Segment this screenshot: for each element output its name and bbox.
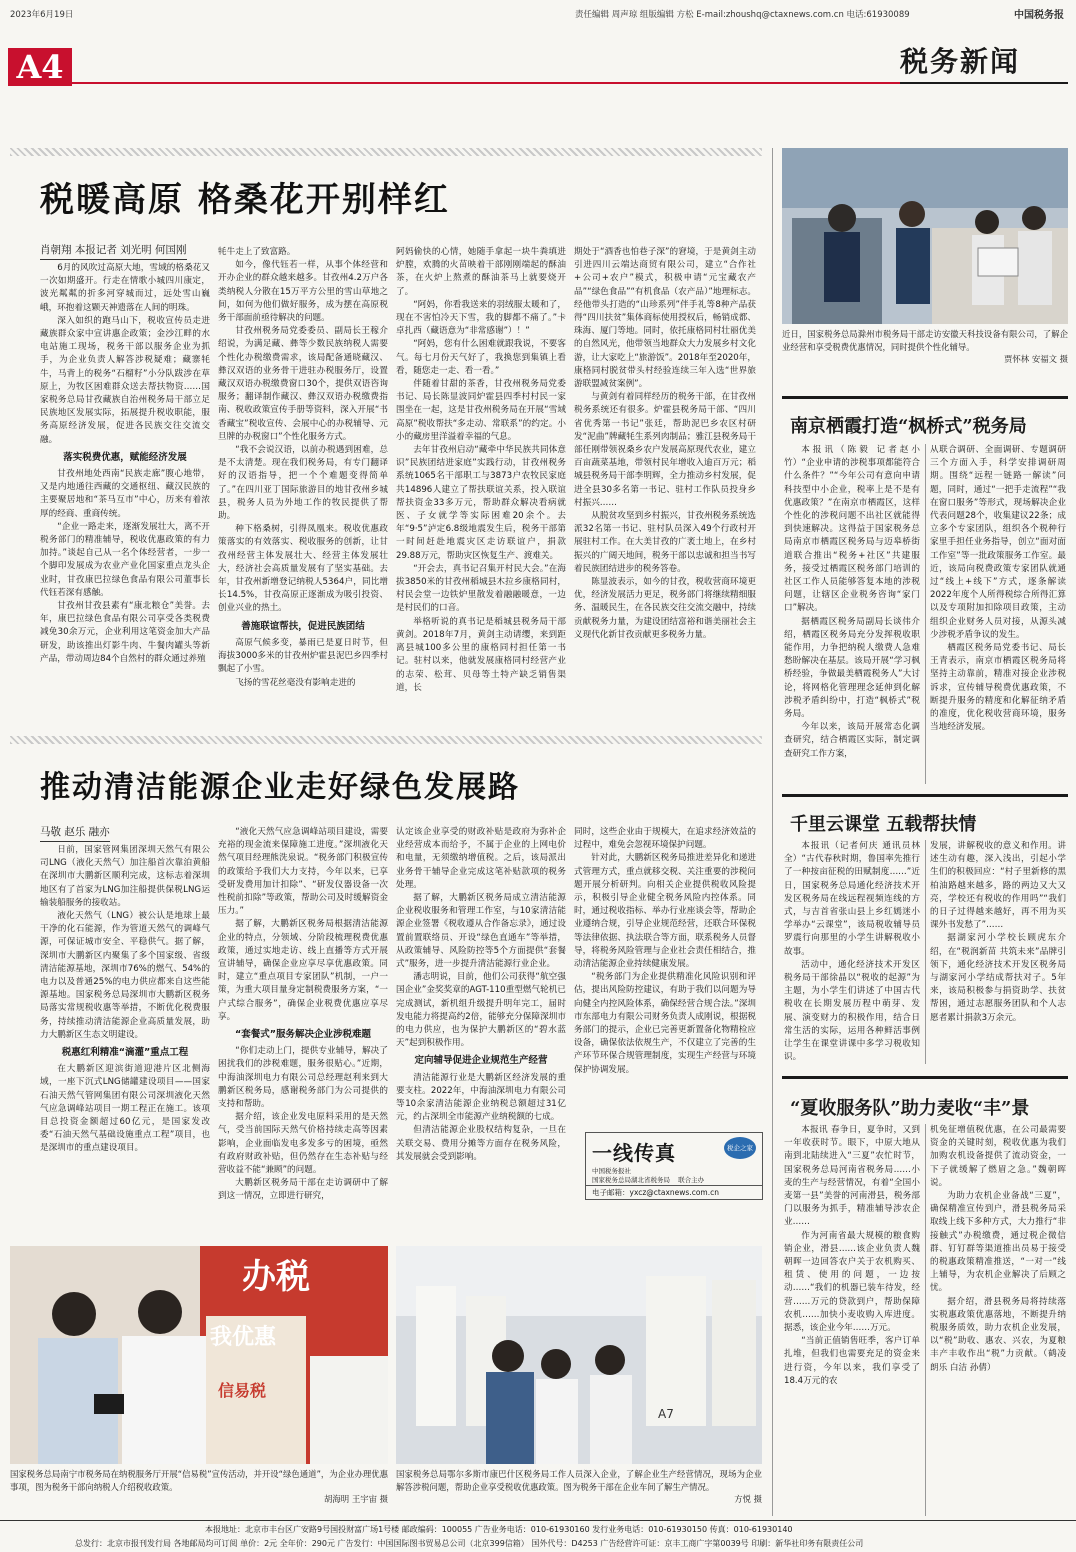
footer-line-1: 本报地址：北京市丰台区广安路9号国投财富广场1号楼 邮政编码：100055 广告业务电话：010-61930160 发行业务电话：010-61930150 传真：010-61930140 — [205, 1525, 793, 1534]
masthead-line — [10, 6, 1066, 22]
column-rule — [772, 148, 773, 1516]
article1-column-3: 阿妈偷快的心情，她随手拿起一块牛粪填进炉膛，欢腾的火苗映着干部刚刚端起的酥油茶，在火炉上熬煮的酥油茶马上就要烧开了。 “阿妈，你看我送来的羽绒服太暖和了，现在不害怕冷天下雪，我的脚都不痛了。”卡卓扎西（藏语意为“非常感谢”）！” “阿妈，您有什么困难就跟我说，不要客气。每七月份天气好了，我换您到集镇上看看，随您走一走、看一看。” 伴随着甘甜的茶香，甘孜州税务局党委书记、局长陈显波同炉霍县四季村村民一家围坐在一起，这是甘孜州税务局在开展“雪域高原”税收帮扶“多走动、常联系”的约定。小小的藏房里洋溢着幸福的气息。 去年甘孜州启动“藏牵中华民族共同体意识”民族团结进家庭”实践行动，甘孜州税务系统1065名干部职工与3873户农牧民家庭共14896人建立了帮扶联谊关系，投入联谊帮扶资金33多万元，帮助群众解决看病就医、子女就学等实际困难20余个。去年“9·5”泸定6.8级地震发生后，税务干部第一时间赶赴地震灾区走访联谊户，捐款29.88万元，帮助灾区恢复生产、渡难关。 “开会去，真书记召集开村民大会。”在海拔3850米的甘孜州稻城县木拉乡康格同村，村民会堂一边铁炉里散发着融融暖意，一边是村民们的口音。 举格听说的真书记是稻城县税务局干部黄剑。2018年7月，黄剑主动请缨，来到距离县城100多公里的康格同村担任第一书记。驻村以来，他就发展康格同村经营产业的志荣、松茸、贝母等土特产缺乏销售渠道，长 — [396, 247, 566, 693]
article-divider — [10, 148, 762, 156]
side3-column-1: 本报讯 春争日，夏争时，又到一年收获时节。眼下，中原大地从南到北陆续进入“三夏”农忙时节，国家税务总局河南省税务局……小麦的生产与经营情况，有着“全国小麦第一县”美誉的河南滑县，税务部门以服务为抓手，精准辅导涉农企业…… 作为河南省最大规模的粮食购销企业，滑县……该企业负责人魏朝晖一边回答农户关于农机购买、租赁、使用的问题，一边按动……“我们的机器已装车待发，经营……万元的贷款到户，帮助保障农机……加快小麦收购入库进度。据悉，该企业今年……万元。 “当前正值销售旺季，客户订单扎堆，但我们也需要充足的资金来进行资，今年以来，我们享受了18.4万元的农 — [784, 1125, 920, 1386]
side-column-rule-2 — [925, 840, 926, 1064]
section-rule — [900, 82, 1068, 84]
photo-credit-left: 胡海明 王宇宙 摄 — [324, 1494, 388, 1504]
side3-headline: “夏收服务队”助力麦收“丰”景 — [790, 1098, 1030, 1119]
banner-text-1: 办税 — [242, 1257, 310, 1297]
photo-credit-right: 方悦 摄 — [734, 1494, 762, 1504]
fax-title: 一线传真 — [592, 1141, 676, 1165]
side2-headline: 千里云课堂 五载帮扶情 — [790, 814, 977, 835]
editor-info: 责任编辑 周声琼 组版编辑 方松 E-mail:zhoushq@ctaxnews.com.cn 电话:61930089 — [575, 10, 910, 20]
fax-email: 电子邮箱：yxcz@ctaxnews.com.cn — [586, 1185, 762, 1199]
photo-service-hall — [10, 1246, 388, 1464]
side1-column-1: 本报讯（陈毅 记者赵小竹）“企业申请的涉税事项都能符合什么条件？”“今年公司有意向申请科技型中小企业，税率上是不是有优惠政策？”在南京市栖霞区，这样个性化的涉税问题不出社区就能得到快速解决。这得益于国家税务总局南京市栖霞区税务局与迈皋桥街道联合推出“税务+社区”共建服务，接受过栖霞区税务部门培训的社区工作人员能够答复本地的涉税问题，让辖区企业税务咨询“家门口”解决。 据栖霞区税务局副局长谈伟介绍，栖霞区税务局充分发挥税收职能作用，力争把纳税人缴费人急难愁盼解决在基层。该局开展“学习枫桥经验，争做最美栖霞税务人”大讨论，将网格化管理理念延伸到化解涉税矛盾纠纷中，打造“枫桥式”税务局。 今年以来，该局开展常态化调查研究，结合栖霞区实际，制定调查研究工作方案， — [784, 445, 920, 759]
photo-image-left — [10, 1246, 388, 1464]
photo-tax-officers-visit — [782, 148, 1068, 324]
paper-brand: 中国税务报 — [1014, 10, 1064, 21]
banner-text-2: 我优惠 — [210, 1325, 277, 1350]
article2-column-4: 同时，这些企业由于规模大，在追求经济效益的过程中，难免会忽视环境保护问题。 针对此，大鹏新区税务局推进差异化和递进式管理方式，重点就移交税、关注重要的涉税问题开展分析研判。向相关企业提供税收风险提示，积极引导企业健全税务风险内控体系。同时，通过税收指标、举办行业座谈会等，帮助企业遵纳合规，引导企业规范经营，还联合环保税等法律依据、执法联合等方面，联系税务人员督导，将税务风险管理与企业社会责任相结合，推动清洁能源企业持续健康发展。 “税务部门为企业提供精准化风险识别和评估，提出风险防控建议，有助于我们以问题为导向健全内控风险体系，确保经营合规合法。”深圳市东部电力有限公司财务负责人成刚说，根据税务部门的提示，企业已完善更新置备化物精检应设备，确保依法依规生产，不仅建立了完善的生产环节环保合规管理制度，实现生产经营与环境保护协调发展。 — [574, 827, 756, 1075]
side-column-rule-3 — [925, 1124, 926, 1516]
section-title: 税务新闻 — [900, 45, 1021, 78]
footer-line-2: 总发行：北京市报刊发行局 各地邮局均可订阅 单价：2元 全年价：290元 广告发行：中国国际图书贸易总公司（北京399信箱） 国外代号：D4253 广告经营许可证：京丰工商广字第0039号 印刷：新华社印务有限责任公司 — [75, 1539, 864, 1548]
photo-image — [782, 148, 1068, 324]
article2-column-1: 日前，国家管网集团深圳天然气有限公司LNG（液化天然气）加注船首次靠泊黄船在深圳市大鹏新区顺利完成，这标志着深圳地区有了首家为LNG加注船提供保税LNG运输装船服务的接收站。 液化天然气（LNG）被公认是地球上最干净的化石能源，作为管道天然气的调峰气源，可保证城市安全、平稳供气。据了解，深圳市大鹏新区内聚集了多个国家级、省级清洁能源基地，深圳市76%的燃气、54%的电力以及普通25%的电力供应都来自这些能源基地。国家税务总局深圳市大鹏新区税务局落实常规税收惠等举措，不断优化税费服务，持续推动清洁能源企业高质量发展，助力大鹏新区生态文明建设。 税惠红利精准“滴灌”重点工程 在大鹏新区迎滨街道迎港片区北侧海域，一座下沉式LNG储罐建设项目——国家石油天然气管网集团有限公司深圳液化天然气应急调峰站项目一期工程正在施工。该项目总投资金额超过60亿元，是国家发改委“石油天然气基础设施重点工程”项目，也是深圳市的重点建设项目。 — [40, 845, 210, 1154]
side2-column-2: 发展，讲解税收的意义和作用。讲述生动有趣，深入浅出，引起小学生们的积极回应：“村子里新修的黑柏油路越来越多，路的两边又大又亮，学校还有税收的作用吗”“我们的日子过得越来越好，再不用为买课外书发愁了”…… 据湖家河小学校长顾虎东介绍，在“税润新苗 共筑未来”品牌引领下，通化经济技术开发区税务局与湖家河小学结成帮扶对子。5年来，该局积极参与捐资助学、扶贫帮困，通过志愿服务团队和个人志愿者累计捐款3万余元。 — [930, 841, 1066, 1023]
article1-column-1: 6月的风吹过高原大地，雪域的格桑花又一次如期盛开。行走在情歌小城四川康定，波光粼粼的折多河穿城而过，远处雪山巍峨，环抱着这颗天神遗落在人间的明珠。 深入如织的跑马山下，税收宣传员走进藏族群众家中宣讲惠企政策；金沙江畔的水电站施工现场，税务干部以服务企业为抓手，为企业负责人解答涉税疑难；藏寨牦牛，马背上的税务“石榴籽”小分队跋涉在草原上，为牧区困难群众送去帮扶物资……国家税务总局甘孜藏族自治州税务局干部立足民族地区发展实际，拓展提升税收职能，服务高原经济发展，促进各民族交往交流交融。 落实税费优惠，赋能经济发展 甘孜州地处西南“民族走廊”腹心地带，又是内地通往西藏的交通枢纽、藏汉民族的主要聚居地和“茶马互市”中心，历来有着浓厚的经商、重商传统。 “企业一路走来，逐渐发展壮大，离不开税务部门的精准辅导，税收优惠政策的有力加持。”谈起自己从一名个体经营者，一步一个脚印发展成为农业产业化国家重点龙头企业时，甘孜康巴拉绿色食品有限公司董事长代钰若深有感触。 甘孜州甘孜县素有“康北粮仓”美誉。去年，康巴拉绿色食品有限公司享受各类税费减免30余万元，企业利用这笔资金加大产品研发，助该推出灯影牛肉、牛餐肉罐头等新产品，带动周边84个自然村的群众通过养殖 — [40, 263, 210, 664]
photo-enterprise-visit — [396, 1246, 762, 1464]
side3-column-2: 机免征增值税优惠，在公司最需要资金的关键时刻，税收优惠为我们加购农机设备提供了流动资金，一下子就缓解了燃眉之急。”魏朝晖说。 为助力农机企业备战“三夏”，确保精准宣传到户，滑县税务局采取线上线下多种方式，大力推行“非接触式”办税缴费，通过税企微信群、钉钉群等渠道推出员易于接受的税惠政策精准推送，“一对一”线上辅导，为农机企业解决了后顾之忧。 据介绍，滑县税务局将持续落实税惠政策优惠落地，不断提升纳税服务质效，助力农机企业发展，以“税”助收、惠农、兴农，为夏粮丰产丰收作出“税”力贡献。（鹤凌 朗乐 白洁 孙倩） — [930, 1125, 1066, 1373]
photo-credit-top: 贾怀林 安福文 摄 — [1004, 354, 1068, 364]
side1-headline: 南京栖霞打造“枫桥式”税务局 — [790, 416, 1027, 437]
article-divider-2 — [10, 736, 762, 744]
photo-caption-right: 国家税务总局鄂尔多斯市康巴什区税务局工作人员深入企业，了解企业生产经营情况，现场为企业解答涉税问题，帮助企业享受税收优惠政策。图为税务干部在企业车间了解生产情况。 方悦 摄 — [396, 1469, 762, 1504]
article1-byline: 肖朝翔 本报记者 刘光明 何国刚 — [40, 242, 187, 260]
page-number: A4 — [8, 48, 72, 86]
article2-subhead-2: “套餐式”服务解决企业涉税难题 — [235, 1029, 371, 1041]
article2-subhead-3: 定向辅导促进企业规范生产经营 — [414, 1055, 548, 1067]
article2-column-3: 认定该企业享受的财政补贴是政府为弥补企业经营成本而给予，不属于企业的上网电价和电量，无须缴纳增值税。之后，该局派出业务骨干辅导企业完成这笔补贴款项的税务处理。 据了解，大鹏新区税务局成立清洁能源企业税收服务和管理工作室，与10家清洁能源企业签署《税收遵从合作备忘录》，通过设置前置联络员、开设“绿色直通车”等举措，从政策辅导、风险防控等5个方面提供“套餐式”服务，进一步提升清洁能源行业企业。 潘志明说，目前，他们公司获得“航空强国企业”金奖奖章的AGT-110重型燃气轮机已完成测试，新机组升级提升明年完工，届时发电能力将提高约2倍，能够充分保障深圳市的电力供应，也为保护大鹏新区的“碧水蓝天”起到积极作用。 定向辅导促进企业规范生产经营 清洁能源行业是大鹏新区经济发展的重要支柱。2022年，中海油深圳电力有限公司等10余家清洁能源企业纳税总额超过31亿元，约占深圳全市能源产业纳税额的七成。 但清洁能源企业股权结构复杂，一旦在关联交易、费用分摊等方面存在税务风险，其发展就会受到影响。 — [396, 827, 566, 1162]
article2-subhead-1: 税惠红利精准“滴灌”重点工程 — [61, 1047, 189, 1059]
article2-byline: 马敬 赵乐 融亦 — [40, 824, 110, 842]
footer-rule — [0, 1520, 1076, 1521]
article1-column-4: 期处于“酒香也怕巷子深”的窘境，于是黄剑主动引进四川云端达商贸有限公司，建立“合作社+公司+农户”模式，积极申请“元宝藏农产品”“绿色食品”“有机食品（农产品）”地理标志。经他带头打造的“山珍系列”伴手礼等8种产品获得“四川扶贫”集体商标使用授权后，畅销成都、珠海、厦门等地。同时，依托康格同村壮丽优美的自然风光，他带领当地群众大力发展乡村文化游，让大家吃上“旅游饭”。2018年至2020年，康格同村脱贫带头村经验连续三年入选“世界旅游联盟减贫案例”。 与黄剑有着同样经历的税务干部，在甘孜州税务系统还有很多。炉霍县税务局干部、“四川省优秀第一书记”张廷，帮助泥巴乡农区村研发“泥曲”牌藏牦生系列肉制品；雅江县税务局干部任刚带领祝桑乡农户发展高原现代农业，建立百亩蔬菜基地，带领村民年增收入逾百万元；稻城县税务局干部李明辉，全力推动乡村发展，促进全县30多名第一书记、驻村工作队员投身乡村振兴…… 从脱贫攻坚到乡村振兴，甘孜州税务系统选派32名第一书记、驻村队员深入49个行政村开展驻村工作。在大美甘孜的广袤土地上，在乡村振兴的广阔天地间，税务干部以忠诚和担当书写着民族团结进步的税务答卷。 陈显波表示，如今的甘孜，税收营商环境更优，经济发展活力更足，税务部门将继续精细服务、温暖民生，在各民族交往交流交融中，持续贡献税务力量，为建设团结富裕和谐美丽社会主义现代化新甘孜贡献更多税务力量。 — [574, 247, 756, 640]
article1-subhead-1: 落实税费优惠，赋能经济发展 — [63, 451, 187, 463]
article1-subhead-2: 善施联谊帮扶，促进民族团结 — [241, 620, 365, 632]
article2-column-2: “液化天然气应急调峰站项目建设，需要充裕的现金流来保障施工进度。”深圳液化天然气项目经理熊洗泉说。“税务部门积极宣传的政策给予我们大力支持，今年以来，已享受研发费用加计扣除”、“研发仪器设备一次性税前扣除”等政策，帮助公司及时缓解资金压力。” 据了解，大鹏新区税务局根据清洁能源企业的特点，分领域、分阶段梳理税费优惠政策，通过实地走访、线上直播等方式开展宣讲辅导，确保企业应享尽享优惠政策。同时，建立“重点项目专家团队”机制，一户一策，为重大项目量身定制税费服务方案，“一户式综合服务”，确保企业税费优惠应享尽享。 “套餐式”服务解决企业涉税难题 “你们走动上门，提供专业辅导，解决了困扰我们的涉税难题，服务很贴心。”近期，中海油深圳电力有限公司总经理赵利来到大鹏新区税务局，感谢税务部门为公司提供的支持和帮助。 据介绍，该企业发电原料采用的是天然气，受当前国际天然气价格持续走高等因素影响，企业面临发电多发多亏的困境，亟然有政府财政补贴，但仍然存在生态补贴与经营收益不能“兼顾”的问题。 大鹏新区税务局干部在走访调研中了解到这一情况，立即进行研究， — [218, 827, 388, 1202]
side3-rule — [782, 1076, 1068, 1079]
fax-sponsors: 中国税务报社 国家税务总局湖北省税务局 联合主办 — [592, 1167, 705, 1184]
side1-rule — [782, 396, 1068, 399]
side2-column-1: 本报讯（记者何庆 通讯员林全）“古代春秋时期，鲁国率先推行了一种按亩征税的田赋制度……”近日，国家税务总局通化经济技术开发区税务局在线远程视频连线的方式，与吉首省张山县上乡红嫣迷小学举办“云课堂”，该局税收辅导员罗震行向那里的小学生讲解税收小故事。 活动中，通化经济技术开发区税务局干部徐晶以“税收的起源”为主题，为小学生们讲述了中国古代税收在长期发展历程中萌芽、发展、演变财力的积极作用，结合日常生活的实际，运用各种鲜活事例让学生在课堂讲课中多学习税收知识。 — [784, 841, 920, 1063]
frontline-fax-box — [585, 1132, 763, 1200]
issue-date: 2023年6月19日 — [10, 10, 74, 20]
tag-label: A7 — [658, 1407, 674, 1421]
page-footer — [0, 1520, 1076, 1552]
photo-caption-left: 国家税务总局南宁市税务局在纳税服务厅开展“信易税”宣传活动，并开设“绿色通道”，为企业办理优惠事项，图为税务干部向纳税人介绍税收政策。 胡海明 王宇宙 摄 — [10, 1469, 388, 1504]
header-rule — [72, 82, 902, 84]
photo-image-right — [396, 1246, 762, 1464]
side1-column-2: 从联合调研、全面调研、专题调研三个方面入手，科学安排调研周期。围绕“远程一链路一解读”问题，同时，通过“一把手走流程”“我在窗口服务”等形式，现场解决企业代表问题28个，收集建议22条；成立多个专家团队，组织各个税种行家里手担任业务指导，创立“面对面工作室”等一批政策服务工作室。最近，该局向税费政策专家团队就通过“线上+线下”方式，逐条解读2022年度个人所得税综合所得汇算以及专项附加扣除项目政策，主动组织企业财务人员对接，从源头减少涉税矛盾争议的发生。 栖霞区税务局党委书记、局长王青表示，南京市栖霞区税务局将坚持主动靠前，精准对接企业涉税诉求，宣传辅导税费优惠政策，不断提升服务的精度和化解征纳矛盾的准度，优化税收营商环境，服务当地经济发展。 — [930, 445, 1066, 733]
photo-caption-top: 近日，国家税务总局滁州市税务局干部走访安徽天科技设备有限公司，了解企业经营和享受税费优惠情况，同时提供个性化辅导。 贾怀林 安福文 摄 — [782, 329, 1068, 364]
banner-text-3: 信易税 — [218, 1381, 267, 1400]
side2-rule — [782, 794, 1068, 797]
fax-badge: 税企之家 — [724, 1137, 756, 1159]
article1-headline: 税暖高原 格桑花开别样红 — [40, 180, 450, 220]
article1-column-2: 牦牛走上了致富路。 如今，像代钰若一样，从事个体经营和开办企业的群众越来越多。甘孜州4.2万户各类纳税人分散在15万平方公里的雪山草地之间，如何为他们做好服务，成为摆在高原税务干部面前亟待解决的问题。 甘孜州税务局党委委员、副局长王稼介绍说，为满足藏、彝等少数民族纳税人需要个性化办税缴费需求，该局配备通晓藏汉、彝汉双语的业务骨干进驻办税服务厅，设置藏汉双语办税缴费窗口30个，提供双语咨询服务；翻译制作藏汉、彝汉双语办税缴费指南、税收政策宣传手册等资料，深入开展“书香藏宝”税收宣传、会展中心的办税辅导、元旦牌的办税窗口”个性化服务方式。 “我不会说汉语，以前办税遇到困难，总是不太清楚。现在我们税务局，有专门翻译好的汉语指导，把一个个难题变得简单了。”在四川亚丁国际旅游目的地甘孜州乡城县，税务人员为外地工作的牧民提供了帮助。 种下格桑树，引得凤凰来。税收优惠政策落实的有效落实、税收服务的创新，让甘孜州经营主体发展壮大、经营主体发展壮大，经济社会高质量发展有了坚实基础。去年，甘孜州新增登记纳税人5364户，同比增长14.5%，甘孜高原正逐渐成为吸引投资、创业兴业的热土。 善施联谊帮扶，促进民族团结 高原气候多变，暴雨已是夏日时节，但海拔3000多米的甘孜州炉霍县泥巴乡四季村飘起了小雪。 飞扬的雪花丝毫没有影响走进的 — [218, 247, 388, 688]
side-column-rule-1 — [925, 444, 926, 784]
article2-headline: 推动清洁能源企业走好绿色发展路 — [40, 770, 520, 805]
